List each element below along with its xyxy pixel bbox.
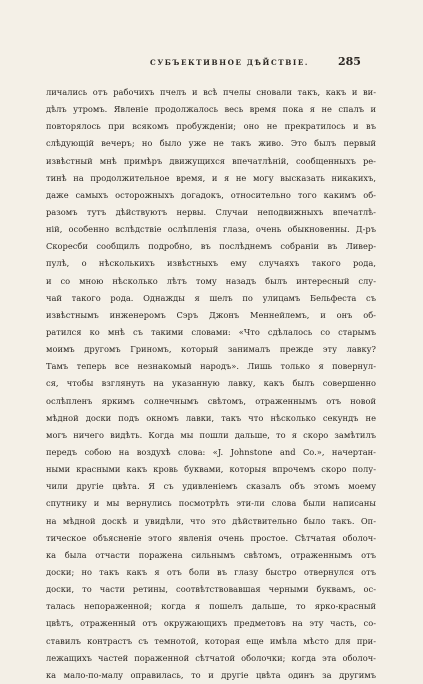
- text-line: могъ ничего видѣть. Когда мы пошли дальше, то я скоро замѣтилъ: [46, 429, 376, 440]
- text-line: передъ собою на воздухѣ слова: «J. Johnstone and Co.», начертан-: [46, 446, 376, 457]
- text-line: пулѣ, о нѣсколькихъ извѣстныхъ ему случаяхъ такого рода,: [46, 258, 376, 269]
- body-text: [46, 84, 376, 684]
- text-line: доски, то части ретины, соотвѣтствовавшая черными буквамъ, ос-: [46, 584, 376, 595]
- text-line: мѣдной доски подъ окномъ лавки, такъ что нѣсколько секундъ не: [46, 412, 376, 423]
- text-line: извѣстный мнѣ примѣръ движущихся впечатлѣній, сообщенныхъ ре-: [46, 155, 376, 166]
- text-line: ка мало-по-малу оправилась, то и другіе цвѣта одинъ за другимъ: [46, 669, 376, 680]
- text-line: чили другіе цвѣта. Я съ удивленіемъ сказалъ объ этомъ моему: [46, 481, 376, 492]
- text-line: моимъ другомъ Гриномъ, который занималъ прежде эту лавку?: [46, 344, 376, 355]
- text-line: ній, особенно вслѣдствіе ослѣпленія глаза, очень обыкновенны. Д-ръ: [46, 224, 376, 235]
- running-title: СУБЪЕКТИВНОЕ ДѢЙСТВІЕ.: [150, 58, 310, 67]
- text-line: на мѣдной доскѣ и увидѣли, что это дѣйствительно было такъ. Оп-: [46, 515, 376, 526]
- text-line: ными красными какъ кровь буквами, которыя впрочемъ скоро полу-: [46, 464, 376, 475]
- text-line: ставилъ контрастъ съ темнотой, которая еще имѣла мѣсто для при-: [46, 635, 376, 646]
- text-line: доски; но такъ какъ я отъ боли въ глазу быстро отвернулся отъ: [46, 566, 376, 577]
- text-line: Скоресби сообщилъ подробно, въ послѣднемъ собраніи въ Ливер-: [46, 241, 376, 252]
- text-line: Тамъ теперь все незнакомый народъ». Лишь только я повернул-: [46, 361, 376, 372]
- text-line: тическое объясненіе этого явленія очень простое. Сѣтчатая оболоч-: [46, 532, 376, 543]
- text-line: разомъ тутъ дѣйствуютъ нервы. Случаи неподвижныхъ впечатлѣ-: [46, 206, 376, 217]
- text-line: извѣстнымъ инженеромъ Сэръ Джонъ Меннейлемъ, и онъ об-: [46, 309, 376, 320]
- text-line: слѣдующій вечеръ; но было уже не такъ живо. Это былъ первый: [46, 138, 376, 149]
- text-line: спутнику и мы вернулись посмотрѣть эти-ли слова были написаны: [46, 498, 376, 509]
- text-line: и со мною нѣсколько лѣтъ тому назадъ былъ интересный слу-: [46, 275, 376, 286]
- text-line: повторялось при всякомъ пробужденіи; оно не прекратилось и въ: [46, 121, 376, 132]
- text-line: чай такого рода. Однажды я шелъ по улицамъ Бельфеста съ: [46, 292, 376, 303]
- text-line: дѣлъ утромъ. Явленіе продолжалось весь время пока я не спалъ и: [46, 104, 376, 115]
- text-line: личались отъ рабочихъ пчелъ и всѣ пчелы сновали такъ, какъ и ви-: [46, 87, 376, 97]
- text-line: ратился ко мнѣ съ такими словами: «Что сдѣлалось со старымъ: [46, 326, 376, 337]
- text-line: лежащихъ частей пораженной сѣтчатой оболочки; когда эта оболоч-: [46, 652, 376, 663]
- text-line: ка была отчасти поражена сильнымъ свѣтомъ, отраженнымъ отъ: [46, 549, 376, 560]
- text-line: даже самыхъ осторожныхъ догадокъ, относительно того какимъ об-: [46, 189, 376, 200]
- page-number: 285: [338, 55, 361, 68]
- text-line: ся, чтобы взглянуть на указанную лавку, какъ былъ совершенно: [46, 378, 376, 389]
- text-line: тинѣ на продолжительное время, и я не могу высказать никакихъ,: [46, 172, 376, 183]
- text-line: цвѣтъ, отраженный отъ окружающихъ предметовъ на эту часть, со-: [46, 618, 376, 629]
- text-line: ослѣпленъ яркимъ солнечнымъ свѣтомъ, отраженнымъ отъ новой: [46, 395, 376, 406]
- text-line: талась непораженной; когда я пошелъ дальше, то ярко-красный: [46, 601, 376, 612]
